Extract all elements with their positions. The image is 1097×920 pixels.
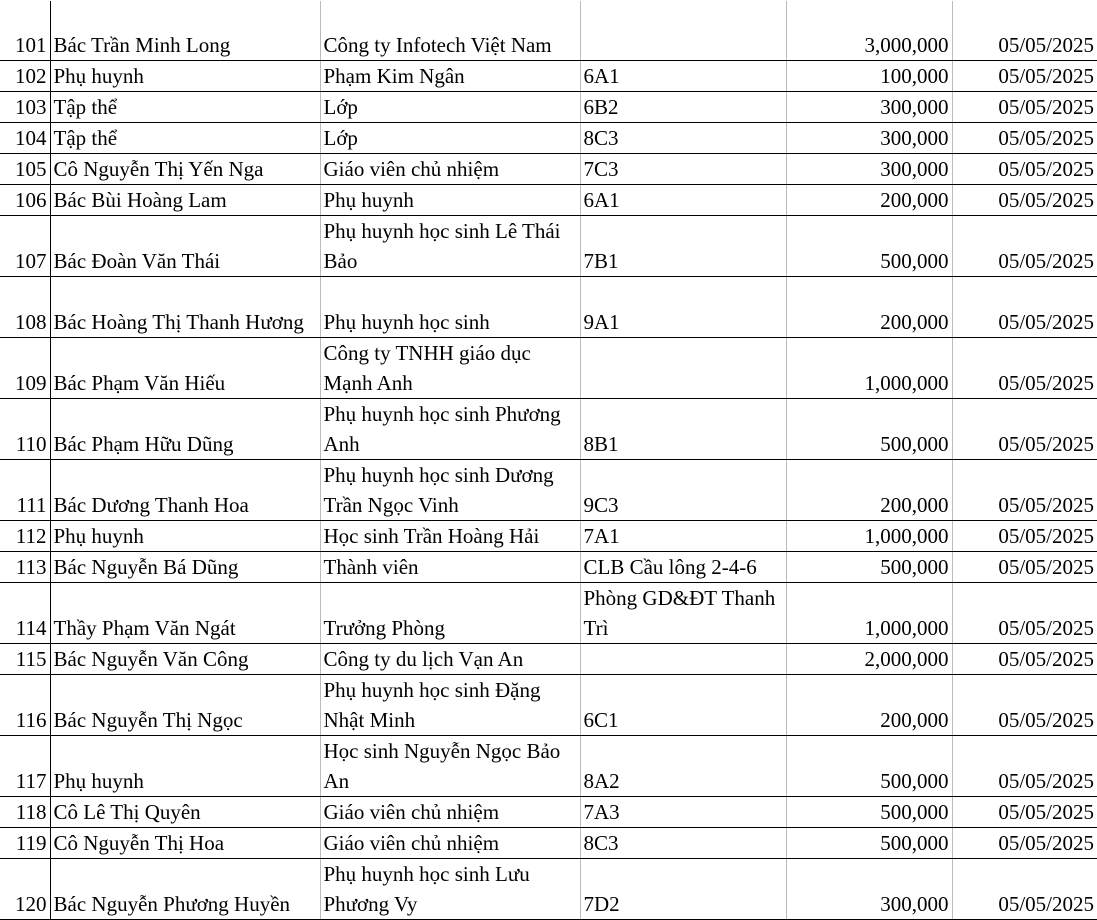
table-row <box>0 399 1097 460</box>
amount-cell[interactable]: 500,000 <box>786 736 952 797</box>
table-row <box>0 338 1097 399</box>
date-cell[interactable]: 05/05/2025 <box>952 521 1097 552</box>
table-row <box>0 644 1097 675</box>
donor-name-cell[interactable]: Tập thể <box>50 92 320 123</box>
amount-cell[interactable]: 300,000 <box>786 859 952 920</box>
donor-name-cell[interactable]: Bác Nguyễn Phương Huyền <box>50 859 320 920</box>
donor-name-cell[interactable]: Cô Lê Thị Quyên <box>50 797 320 828</box>
table-row <box>0 185 1097 216</box>
donor-role-cell[interactable]: Công ty Infotech Việt Nam <box>320 1 580 61</box>
donor-name-cell[interactable]: Bác Bùi Hoàng Lam <box>50 185 320 216</box>
amount-cell[interactable]: 1,000,000 <box>786 521 952 552</box>
row-number-cell[interactable]: 109 <box>0 338 50 399</box>
donor-unit-cell[interactable]: 6A1 <box>580 61 786 92</box>
donor-role-cell[interactable]: Phạm Kim Ngân <box>320 61 580 92</box>
amount-cell[interactable]: 500,000 <box>786 399 952 460</box>
row-number-cell[interactable]: 108 <box>0 277 50 338</box>
date-cell[interactable]: 05/05/2025 <box>952 552 1097 583</box>
donor-role-cell[interactable]: Phụ huynh <box>320 185 580 216</box>
amount-cell[interactable]: 300,000 <box>786 154 952 185</box>
donor-name-cell[interactable]: Bác Nguyễn Văn Công <box>50 644 320 675</box>
amount-cell[interactable]: 2,000,000 <box>786 644 952 675</box>
donor-role-cell[interactable]: Phụ huynh học sinh <box>320 277 580 338</box>
donor-unit-cell[interactable]: 8B1 <box>580 399 786 460</box>
row-number-cell[interactable]: 101 <box>0 1 50 61</box>
donor-unit-cell[interactable]: 8A2 <box>580 736 786 797</box>
amount-cell[interactable]: 500,000 <box>786 552 952 583</box>
donor-unit-cell[interactable] <box>580 338 786 399</box>
amount-cell[interactable]: 500,000 <box>786 797 952 828</box>
donor-name-cell[interactable]: Cô Nguyễn Thị Yến Nga <box>50 154 320 185</box>
amount-cell[interactable]: 1,000,000 <box>786 338 952 399</box>
table-row <box>0 521 1097 552</box>
donor-unit-cell[interactable]: 6A1 <box>580 185 786 216</box>
amount-cell[interactable]: 1,000,000 <box>786 583 952 644</box>
amount-cell[interactable]: 300,000 <box>786 123 952 154</box>
row-number-cell[interactable]: 117 <box>0 736 50 797</box>
date-cell[interactable]: 05/05/2025 <box>952 61 1097 92</box>
donor-role-cell[interactable]: Phụ huynh học sinh Đặng Nhật Minh <box>320 675 580 736</box>
row-number-cell[interactable]: 107 <box>0 216 50 277</box>
date-cell[interactable]: 05/05/2025 <box>952 828 1097 859</box>
donor-role-cell[interactable]: Phụ huynh học sinh Lê Thái Bảo <box>320 216 580 277</box>
amount-cell[interactable]: 200,000 <box>786 460 952 521</box>
date-cell[interactable]: 05/05/2025 <box>952 338 1097 399</box>
date-cell[interactable]: 05/05/2025 <box>952 92 1097 123</box>
row-number-cell[interactable]: 114 <box>0 583 50 644</box>
donor-role-cell[interactable]: Lớp <box>320 92 580 123</box>
donor-role-cell[interactable]: Thành viên <box>320 552 580 583</box>
amount-cell[interactable]: 500,000 <box>786 828 952 859</box>
donor-name-cell[interactable]: Cô Nguyễn Thị Hoa <box>50 828 320 859</box>
donor-name-cell[interactable]: Tập thể <box>50 123 320 154</box>
table-row <box>0 460 1097 521</box>
donor-unit-cell[interactable] <box>580 1 786 61</box>
row-number-cell[interactable]: 120 <box>0 859 50 920</box>
table-row <box>0 828 1097 859</box>
donor-role-cell[interactable]: Giáo viên chủ nhiệm <box>320 154 580 185</box>
row-number-cell[interactable]: 102 <box>0 61 50 92</box>
date-cell[interactable]: 05/05/2025 <box>952 460 1097 521</box>
row-number-cell[interactable]: 112 <box>0 521 50 552</box>
row-number-cell[interactable]: 111 <box>0 460 50 521</box>
row-number-cell[interactable]: 103 <box>0 92 50 123</box>
table-row <box>0 154 1097 185</box>
amount-cell[interactable]: 100,000 <box>786 61 952 92</box>
row-number-cell[interactable]: 104 <box>0 123 50 154</box>
donor-name-cell[interactable]: Phụ huynh <box>50 61 320 92</box>
amount-cell[interactable]: 200,000 <box>786 675 952 736</box>
table-row <box>0 675 1097 736</box>
donor-name-cell[interactable]: Bác Trần Minh Long <box>50 1 320 61</box>
table-row <box>0 859 1097 920</box>
table-row <box>0 92 1097 123</box>
donor-unit-cell[interactable]: Phòng GD&ĐT Thanh Trì <box>580 583 786 644</box>
date-cell[interactable]: 05/05/2025 <box>952 185 1097 216</box>
row-number-cell[interactable]: 116 <box>0 675 50 736</box>
amount-cell[interactable]: 200,000 <box>786 277 952 338</box>
donor-unit-cell[interactable]: 7D2 <box>580 859 786 920</box>
date-cell[interactable]: 05/05/2025 <box>952 583 1097 644</box>
table-body <box>0 1 1097 920</box>
donor-unit-cell[interactable]: 7A1 <box>580 521 786 552</box>
table-row <box>0 1 1097 61</box>
donor-unit-cell[interactable]: 8C3 <box>580 123 786 154</box>
row-number-cell[interactable]: 105 <box>0 154 50 185</box>
table-row <box>0 797 1097 828</box>
donor-unit-cell[interactable] <box>580 644 786 675</box>
date-cell[interactable]: 05/05/2025 <box>952 1 1097 61</box>
donor-role-cell[interactable]: Giáo viên chủ nhiệm <box>320 797 580 828</box>
donor-unit-cell[interactable]: 7C3 <box>580 154 786 185</box>
amount-cell[interactable]: 200,000 <box>786 185 952 216</box>
date-cell[interactable]: 05/05/2025 <box>952 154 1097 185</box>
date-cell[interactable]: 05/05/2025 <box>952 277 1097 338</box>
donor-unit-cell[interactable]: 6B2 <box>580 92 786 123</box>
date-cell[interactable]: 05/05/2025 <box>952 675 1097 736</box>
donor-role-cell[interactable]: Giáo viên chủ nhiệm <box>320 828 580 859</box>
table-row <box>0 61 1097 92</box>
row-number-cell[interactable]: 119 <box>0 828 50 859</box>
donor-unit-cell[interactable]: 7B1 <box>580 216 786 277</box>
row-number-cell[interactable]: 106 <box>0 185 50 216</box>
donor-role-cell[interactable]: Lớp <box>320 123 580 154</box>
donor-unit-cell[interactable]: 7A3 <box>580 797 786 828</box>
donor-name-cell[interactable]: Bác Phạm Hữu Dũng <box>50 399 320 460</box>
donor-name-cell[interactable]: Thầy Phạm Văn Ngát <box>50 583 320 644</box>
table-row <box>0 216 1097 277</box>
donor-unit-cell[interactable]: 8C3 <box>580 828 786 859</box>
amount-cell[interactable]: 300,000 <box>786 92 952 123</box>
donor-unit-cell[interactable]: 9C3 <box>580 460 786 521</box>
table-row <box>0 583 1097 644</box>
donor-name-cell[interactable]: Phụ huynh <box>50 521 320 552</box>
donor-role-cell[interactable]: Học sinh Nguyễn Ngọc Bảo An <box>320 736 580 797</box>
donor-unit-cell[interactable]: 6C1 <box>580 675 786 736</box>
donor-unit-cell[interactable]: CLB Cầu lông 2-4-6 <box>580 552 786 583</box>
donor-role-cell[interactable]: Công ty du lịch Vạn An <box>320 644 580 675</box>
date-cell[interactable]: 05/05/2025 <box>952 736 1097 797</box>
donor-name-cell[interactable]: Bác Nguyễn Bá Dũng <box>50 552 320 583</box>
row-number-cell[interactable]: 115 <box>0 644 50 675</box>
donor-name-cell[interactable]: Bác Phạm Văn Hiếu <box>50 338 320 399</box>
date-cell[interactable]: 05/05/2025 <box>952 797 1097 828</box>
date-cell[interactable]: 05/05/2025 <box>952 644 1097 675</box>
donor-role-cell[interactable]: Công ty TNHH giáo dục Mạnh Anh <box>320 338 580 399</box>
donor-name-cell[interactable]: Phụ huynh <box>50 736 320 797</box>
donor-role-cell[interactable]: Trưởng Phòng <box>320 583 580 644</box>
amount-cell[interactable]: 500,000 <box>786 216 952 277</box>
date-cell[interactable]: 05/05/2025 <box>952 123 1097 154</box>
donor-role-cell[interactable]: Phụ huynh học sinh Phương Anh <box>320 399 580 460</box>
row-number-cell[interactable]: 113 <box>0 552 50 583</box>
donor-name-cell[interactable]: Bác Đoàn Văn Thái <box>50 216 320 277</box>
donor-role-cell[interactable]: Học sinh Trần Hoàng Hải <box>320 521 580 552</box>
donor-unit-cell[interactable]: 9A1 <box>580 277 786 338</box>
date-cell[interactable]: 05/05/2025 <box>952 859 1097 920</box>
table-row <box>0 123 1097 154</box>
date-cell[interactable]: 05/05/2025 <box>952 399 1097 460</box>
table-row <box>0 736 1097 797</box>
donor-role-cell[interactable]: Phụ huynh học sinh Dương Trần Ngọc Vinh <box>320 460 580 521</box>
donor-name-cell[interactable]: Bác Hoàng Thị Thanh Hương <box>50 277 320 338</box>
date-cell[interactable]: 05/05/2025 <box>952 216 1097 277</box>
table-row <box>0 277 1097 338</box>
donation-table <box>0 1 1097 920</box>
donor-name-cell[interactable]: Bác Nguyễn Thị Ngọc <box>50 675 320 736</box>
table-row <box>0 552 1097 583</box>
row-number-cell[interactable]: 110 <box>0 399 50 460</box>
amount-cell[interactable]: 3,000,000 <box>786 1 952 61</box>
row-number-cell[interactable]: 118 <box>0 797 50 828</box>
donor-name-cell[interactable]: Bác Dương Thanh Hoa <box>50 460 320 521</box>
donor-role-cell[interactable]: Phụ huynh học sinh Lưu Phương Vy <box>320 859 580 920</box>
